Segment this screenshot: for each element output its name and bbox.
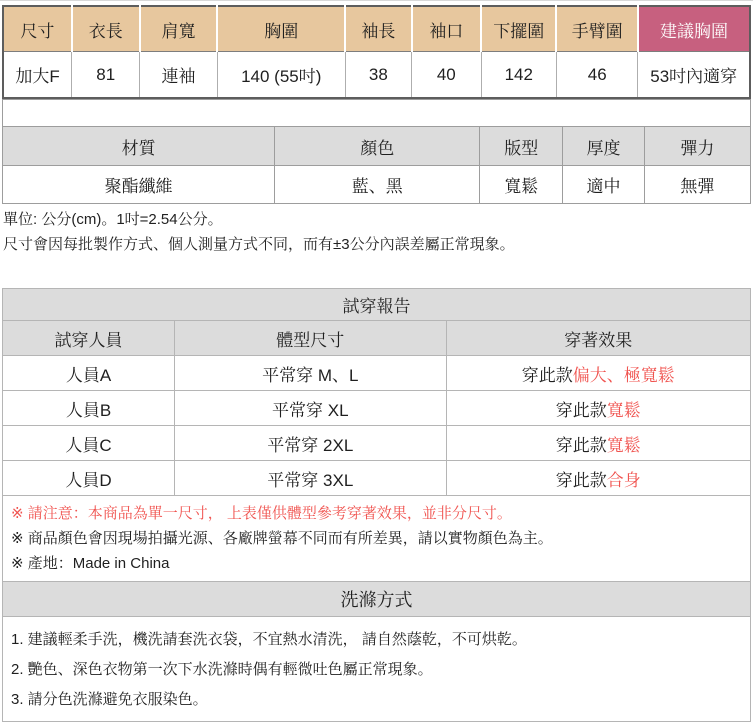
- size-value-row: [3, 52, 750, 99]
- wash-title: 洗滌方式: [3, 582, 751, 617]
- size-value-cell: 46: [556, 52, 637, 99]
- spec-header-cell: 版型: [480, 127, 563, 166]
- spec-value-row: [3, 166, 751, 204]
- fitting-row: [3, 461, 751, 496]
- size-header-cell: 衣長: [72, 6, 140, 52]
- spec-header-cell: 材質: [3, 127, 275, 166]
- size-header-cell: 袖口: [412, 6, 481, 52]
- spec-header-cell: 顏色: [275, 127, 480, 166]
- fitting-row: [3, 356, 751, 391]
- wash-instruction-line: 2. 艷色、深色衣物第一次下水洗滌時偶有輕微吐色屬正常現象。: [11, 661, 433, 678]
- fitting-size-cell: 平常穿 3XL: [175, 461, 447, 496]
- fitting-report-table: [2, 288, 751, 722]
- fitting-effect-cell: [446, 426, 750, 461]
- fitting-size-cell: 平常穿 M、L: [175, 356, 447, 391]
- size-header-cell: 胸圍: [217, 6, 345, 52]
- size-value-cell: 40: [412, 52, 481, 99]
- size-header-cell: 肩寬: [140, 6, 218, 52]
- effect-prefix: 穿此款: [555, 435, 607, 455]
- wash-instruction-line: 3. 請分色洗滌避免衣服染色。: [11, 691, 208, 708]
- fitting-title-row: [3, 289, 751, 321]
- effect-prefix: 穿此款: [555, 400, 607, 420]
- wash-instructions-cell: [3, 617, 751, 722]
- size-header-cell: 尺寸: [3, 6, 72, 52]
- origin-note: ※ 產地：Made in China: [11, 555, 170, 572]
- unit-note-line2: 尺寸會因每批製作方式、個人測量方式不同，而有±3公分內誤差屬正常現象。: [3, 236, 515, 253]
- spec-header-cell: 厚度: [563, 127, 645, 166]
- fitting-effect-cell: [446, 461, 750, 496]
- unit-note-line1: 單位: 公分(cm)。1吋=2.54公分。: [3, 211, 223, 228]
- size-value-cell: 加大F: [3, 52, 72, 99]
- spec-value-cell: 藍、黑: [275, 166, 480, 204]
- fitting-header-cell: 試穿人員: [3, 321, 175, 356]
- size-header-recommended-bust: 建議胸圍: [638, 6, 750, 52]
- notice-warning: ※ 請注意：本商品為單一尺寸， 上表僅供體型參考穿著效果，並非分尺寸。: [11, 505, 512, 522]
- spec-value-cell: 寬鬆: [480, 166, 563, 204]
- effect-prefix: 穿此款: [521, 365, 573, 385]
- size-value-cell: 53吋內適穿: [638, 52, 750, 99]
- fitting-header-cell: 穿著效果: [446, 321, 750, 356]
- wash-title-row: [3, 582, 751, 617]
- fitting-header-cell: 體型尺寸: [175, 321, 447, 356]
- fitting-person-cell: 人員B: [3, 391, 175, 426]
- fitting-notes-row: [3, 496, 751, 582]
- fitting-header-row: [3, 321, 751, 356]
- spec-header-row: [3, 127, 751, 166]
- spec-table: [2, 99, 751, 204]
- fitting-size-cell: 平常穿 2XL: [175, 426, 447, 461]
- spec-header-cell: 彈力: [644, 127, 750, 166]
- size-header-cell: 手臂圍: [556, 6, 637, 52]
- spec-value-cell: 無彈: [644, 166, 750, 204]
- effect-highlight: 偏大、極寬鬆: [572, 365, 675, 385]
- spec-value-cell: 聚酯纖維: [3, 166, 275, 204]
- spec-spacer-row: [3, 100, 751, 127]
- size-value-cell: 連袖: [140, 52, 218, 99]
- fitting-person-cell: 人員C: [3, 426, 175, 461]
- top-divider: [0, 0, 753, 1]
- size-header-cell: 下擺圍: [481, 6, 556, 52]
- effect-highlight: 寬鬆: [606, 435, 641, 455]
- fitting-row: [3, 426, 751, 461]
- fitting-effect-cell: [446, 391, 750, 426]
- fitting-notes-cell: [3, 496, 751, 582]
- spec-spacer-cell: [3, 100, 751, 127]
- fitting-effect-cell: [446, 356, 750, 391]
- fitting-person-cell: 人員D: [3, 461, 175, 496]
- fitting-size-cell: 平常穿 XL: [175, 391, 447, 426]
- size-value-cell: 81: [72, 52, 140, 99]
- size-value-cell: 38: [345, 52, 411, 99]
- fitting-report-title: 試穿報告: [3, 289, 751, 321]
- size-header-cell: 袖長: [345, 6, 411, 52]
- wash-instructions-row: [3, 617, 751, 722]
- effect-highlight: 合身: [606, 470, 641, 490]
- effect-prefix: 穿此款: [555, 470, 607, 490]
- color-disclaimer-note: ※ 商品顏色會因現場拍攝光源、各廠牌螢幕不同而有所差異，請以實物顏色為主。: [11, 530, 553, 547]
- unit-notes: [3, 207, 753, 257]
- wash-instruction-line: 1. 建議輕柔手洗，機洗請套洗衣袋，不宜熱水清洗， 請自然蔭乾，不可烘乾。: [11, 631, 527, 648]
- size-value-cell: 140 (55吋): [217, 52, 345, 99]
- spec-value-cell: 適中: [563, 166, 645, 204]
- effect-highlight: 寬鬆: [606, 400, 641, 420]
- fitting-person-cell: 人員A: [3, 356, 175, 391]
- fitting-row: [3, 391, 751, 426]
- size-chart-table: [2, 5, 751, 99]
- size-header-row: [3, 6, 750, 52]
- size-value-cell: 142: [481, 52, 556, 99]
